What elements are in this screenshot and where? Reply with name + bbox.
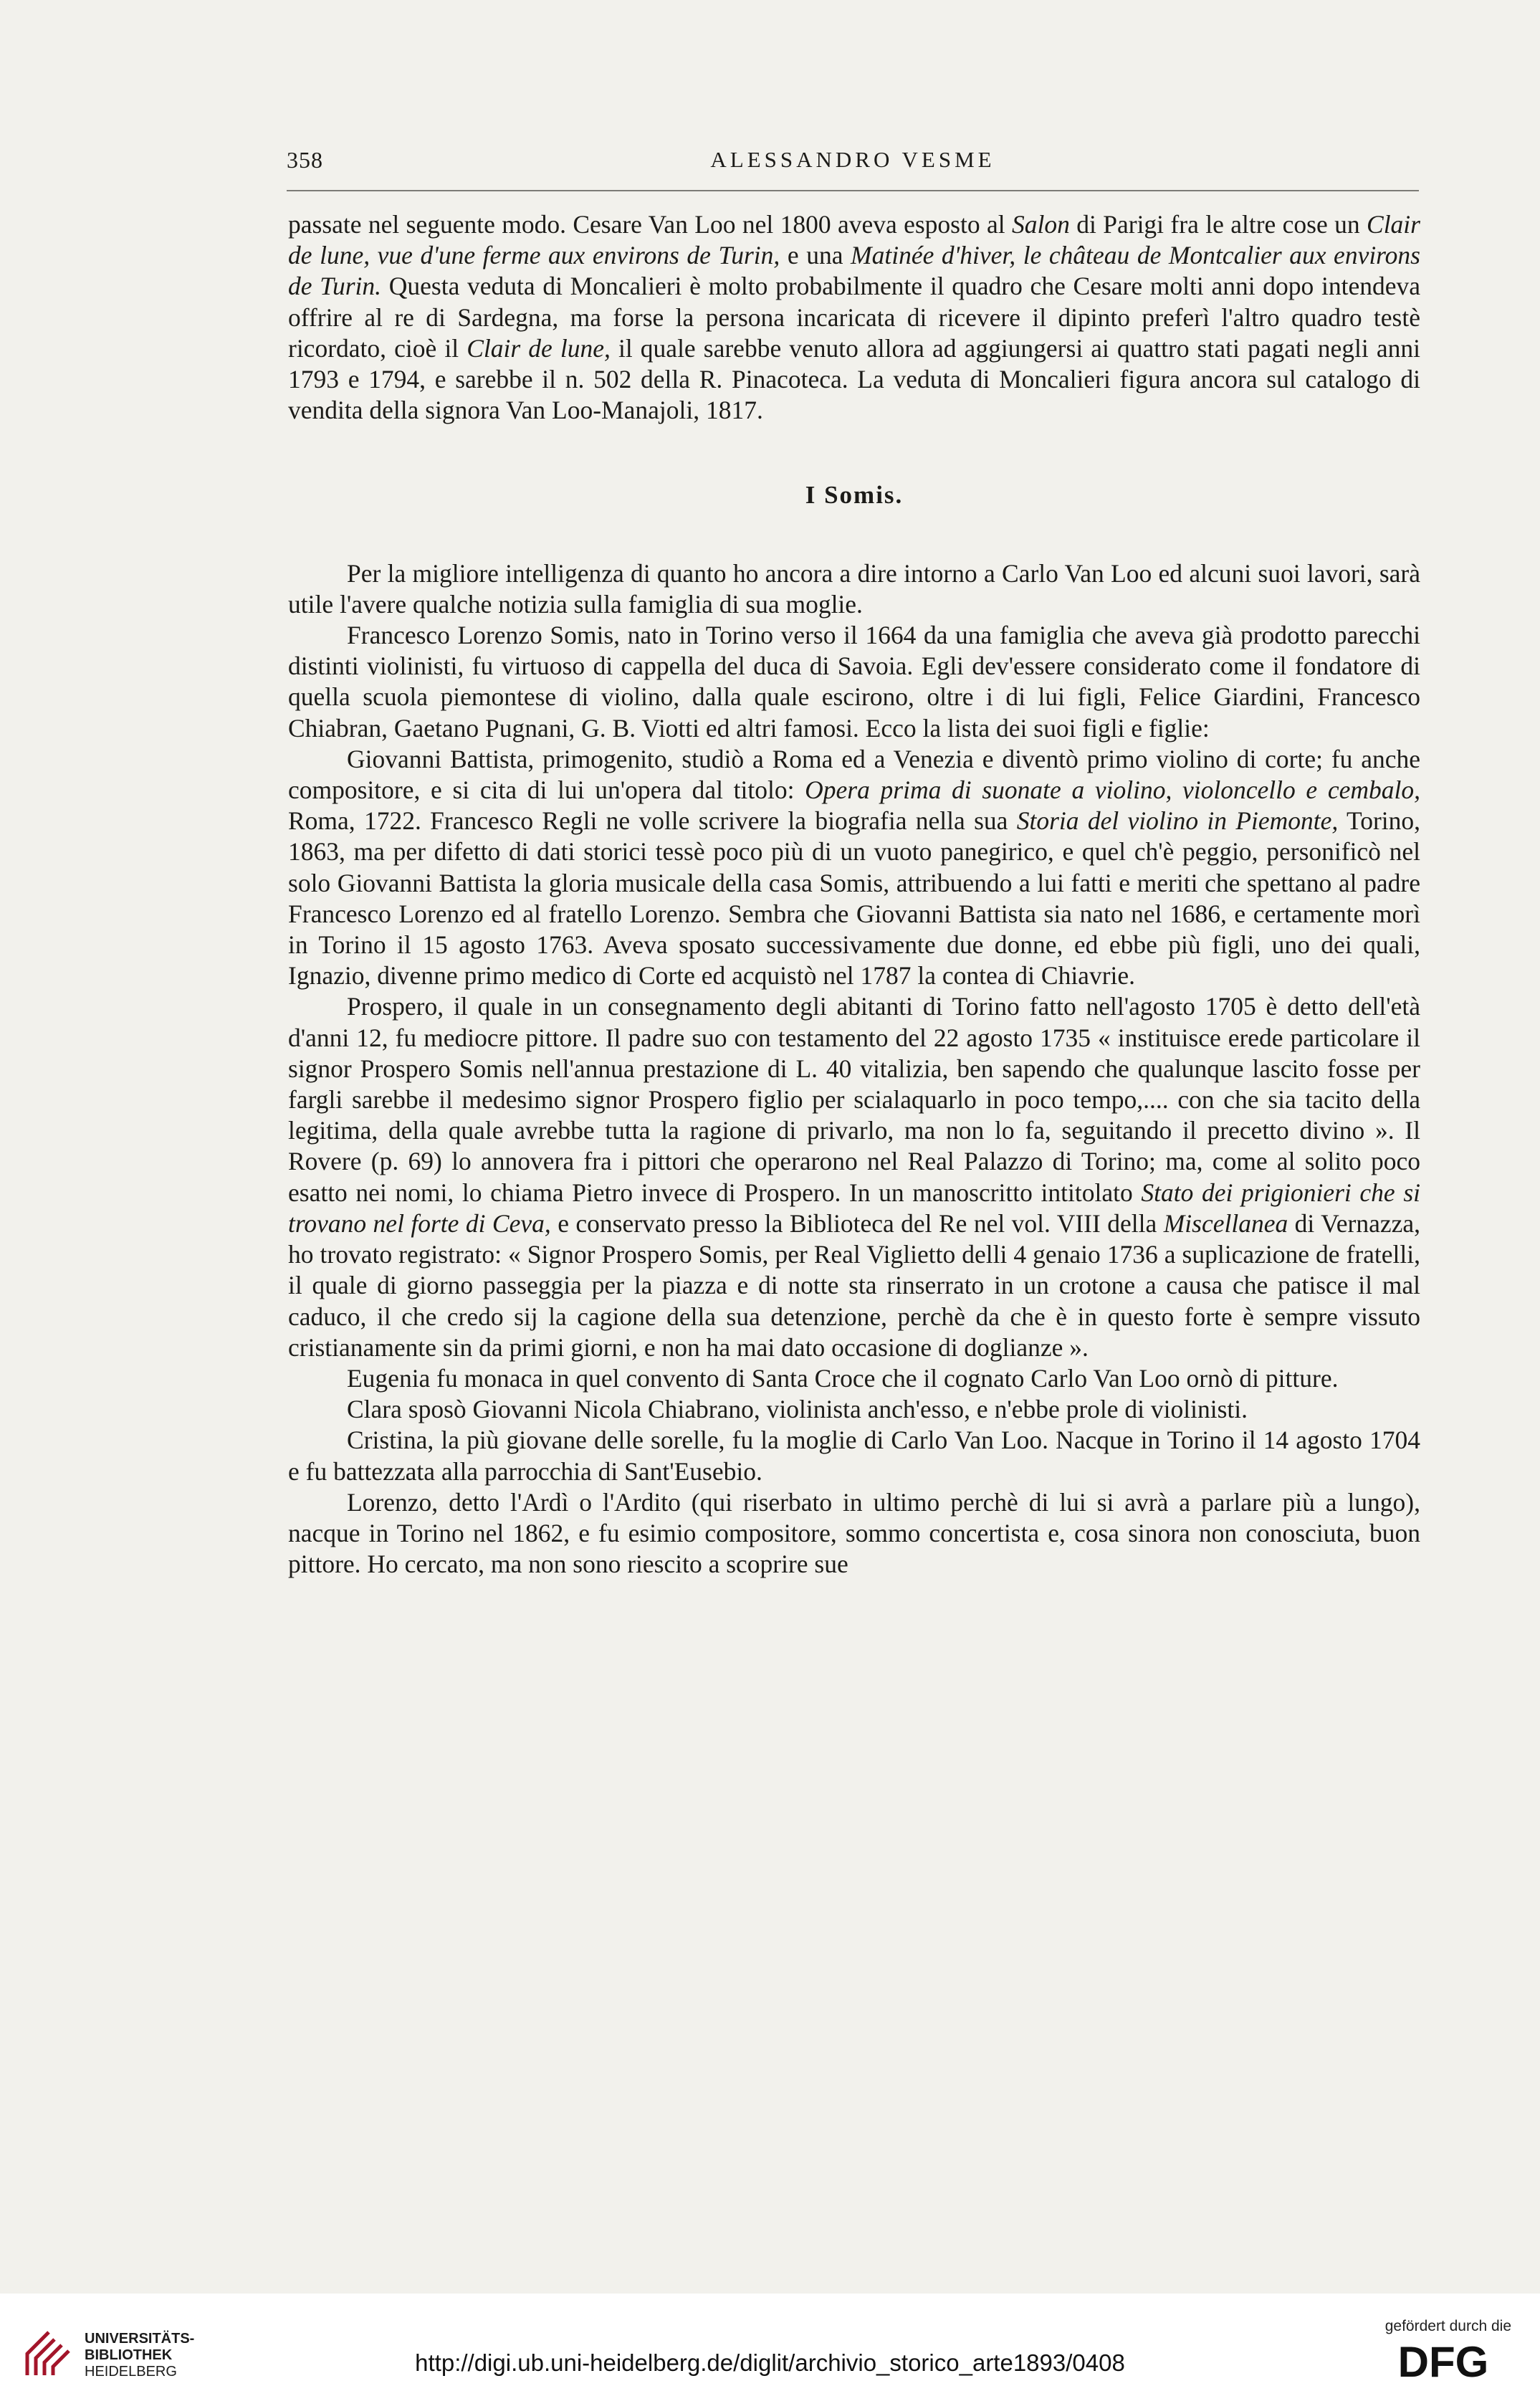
svg-text:DFG: DFG <box>1397 2341 1489 2381</box>
paragraph-8: Cristina, la più giovane delle sorelle, fu la moglie di Carlo Van Loo. Nacque in Torino il 14 agosto 1704 e fu battezzata alla parrocchia di Sant'Eusebio. <box>288 1426 1420 1486</box>
dfg-logo-icon[interactable] <box>1375 2341 1511 2381</box>
paragraph-5: Prospero, il quale in un consegnamento degli abitanti di Torino fatto nell'agosto 1705 è detto dell'età d'anni 12, fu mediocre pittore. Il padre suo con testamento del 22 agosto 1735 « instituisce erede particolare il signor Prospero Somis nell'annua prestazione di L. 40 vitalizia, ben sapendo che qualunque lascito fosse per fargli sarebbe il medesimo signor Prospero figlio per scialaquarlo in poco tempo,.... con che sia tacito della legitima, della quale avrebbe tutta la ragione di privarlo, ma non lo fa, seguitando il precetto divino ». Il Rovere (p. 69) lo annovera fra i pittori che operarono nel Real Palazzo di Torino; ma, come al solito poco esatto nei nomi, lo chiama Pietro invece di Prospero. In un manoscritto intitolato Stato dei prigionieri che si trovano nel forte di Ceva, e conservato presso la Biblioteca del Re nel vol. VIII della Miscellanea di Vernazza, ho trovato registrato: « Signor Prospero Somis, per Real Viglietto delli 4 genaio 1736 a suplicazione de fratelli, il quale di giorno passeggia per la piazza e di notte sta rinserrato in un crotone a causa che patisce il mal caduco, il che credo sij la cagione della sua detenzione, perchè da che è in questo forte è sempre vissuto cristianamente sin da primi giorni, e non ha mai dato occasione di doglianze ». <box>288 992 1420 1362</box>
paragraph-3: Francesco Lorenzo Somis, nato in Torino verso il 1664 da una famiglia che aveva già prodotto parecchi distinti violinisti, fu virtuoso di cappella del duca di Savoia. Egli dev'essere considerato come il fondatore di quella scuola piemontese di violino, dalla quale escirono, oltre i di lui figli, Felice Giardini, Francesco Chiabran, Gaetano Pugnani, G. B. Viotti ed altri famosi. Ecco la lista dei suoi figli e figlie: <box>288 621 1420 743</box>
text-block <box>288 209 1420 1580</box>
library-name: UNIVERSITÄTS- BIBLIOTHEK HEIDELBERG <box>85 2331 195 2380</box>
paragraph-4: Giovanni Battista, primogenito, studiò a Roma ed a Venezia e diventò primo violino di corte; fu anche compositore, e si cita di lui un'opera dal titolo: Opera prima di suonate a violino, violoncello e cembalo, Roma, 1722. Francesco Regli ne volle scrivere la biografia nella sua Storia del violino in Piemonte, Torino, 1863, ma per difetto di dati storici tessè poco più di un vuoto panegirico, e quel ch'è peggio, personificò nel solo Giovanni Battista la gloria musicale della casa Somis, attribuendo a lui fatti e meriti che spettano al padre Francesco Lorenzo ed al fratello Lorenzo. Sembra che Giovanni Battista sia nato nel 1686, e certamente morì in Torino il 15 agosto 1763. Aveva sposato successivamente due donne, ed ebbe più figli, uno dei quali, Ignazio, divenne primo medico di Corte ed acquistò nel 1787 la contea di Chiavrie. <box>288 744 1421 991</box>
source-url-link[interactable]: http://digi.ub.uni-heidelberg.de/diglit/archivio_storico_arte1893/0408 <box>415 2349 1125 2376</box>
footer <box>0 2294 1540 2391</box>
paragraph-6: Eugenia fu monaca in quel convento di Santa Croce che il cognato Carlo Van Loo ornò di pitture. <box>347 1363 1339 1393</box>
paragraph-7: Clara sposò Giovanni Nicola Chiabrano, violinista anch'esso, e n'ebbe prole di violinisti. <box>347 1395 1248 1424</box>
section-heading: I Somis. <box>805 481 904 510</box>
running-title: ALESSANDRO VESME <box>710 147 995 172</box>
paragraph-2: Per la migliore intelligenza di quanto ho ancora a dire intorno a Carlo Van Loo ed alcuni suoi lavori, sarà utile l'avere qualche notizia sulla famiglia di sua moglie. <box>288 558 1420 619</box>
paragraph-9: Lorenzo, detto l'Ardì o l'Ardito (qui riserbato in ultimo perchè di lui si avrà a parlare più a lungo), nacque in Torino nel 1862, e fu esimio compositore, sommo concertista e, cosa sinora non conosciuta, buon pittore. Ho cercato, ma non sono riescito a scoprire sue <box>288 1487 1420 1579</box>
paragraph-1: passate nel seguente modo. Cesare Van Loo nel 1800 aveva esposto al Salon di Parigi fra le altre cose un Clair de lune, vue d'une ferme aux environs de Turin, e una Matinée d'hiver, le château de Montcalier aux environs de Turin. Questa veduta di Moncalieri è molto probabilmente il quadro che Cesare molti anni dopo intendeva offrire al re di Sardegna, ma forse la persona incaricata di ricevere il dipinto preferì l'altro quadro testè ricordato, cioè il Clair de lune, il quale sarebbe venuto allora ad aggiungersi ai quattro stati pagati negli anni 1793 e 1794, e sarebbe il n. 502 della R. Pinacoteca. La veduta di Moncalieri figura ancora sul catalogo di vendita della signora Van Loo-Manajoli, 1817. <box>288 210 1420 425</box>
running-head <box>287 147 1419 191</box>
funded-by-label: gefördert durch die <box>1384 2318 1511 2334</box>
page-number: 358 <box>287 147 323 173</box>
